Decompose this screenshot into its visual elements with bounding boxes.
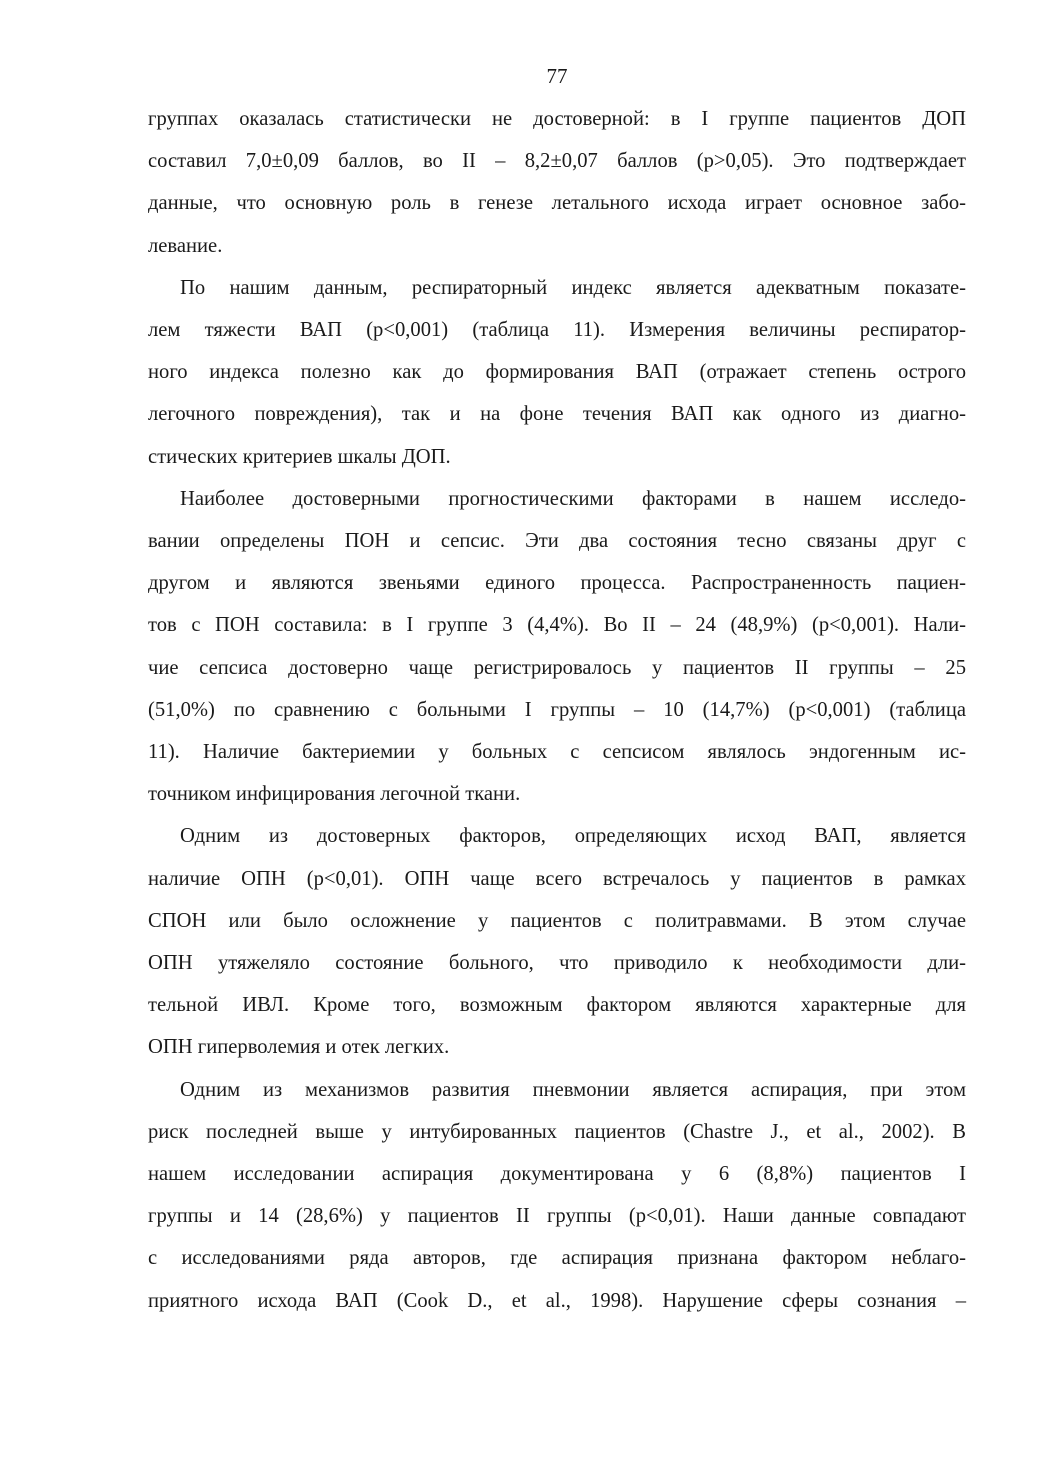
text-line: тов с ПОН составила: в I группе 3 (4,4%). Во II – 24 (48,9%) (р<0,001). Нали-: [148, 614, 966, 637]
text-line: Наиболее достоверными прогностическими факторами в нашем исследо-: [180, 487, 966, 510]
page-number: 77: [546, 64, 568, 88]
text-line: составил 7,0±0,09 баллов, во II – 8,2±0,07 баллов (р>0,05). Это подтверждает: [148, 150, 966, 173]
paragraph-2: [148, 267, 966, 478]
text-line: ОПН гиперволемия и отек легких.: [148, 1036, 450, 1059]
text-line: лем тяжести ВАП (р<0,001) (таблица 11). Измерения величины респиратор-: [148, 319, 966, 342]
text-line: Одним из механизмов развития пневмонии является аспирация, при этом: [180, 1078, 966, 1101]
text-line: (51,0%) по сравнению с больными I группы – 10 (14,7%) (р<0,001) (таблица: [148, 698, 966, 721]
paragraph-1: [148, 98, 966, 267]
text-line: ного индекса полезно как до формирования ВАП (отражает степень острого: [148, 361, 966, 384]
text-line: легочного повреждения), так и на фоне течения ВАП как одного из диагно-: [148, 403, 966, 426]
text-line: СПОН или было осложнение у пациентов с политравмами. В этом случае: [148, 909, 966, 932]
text-line: чие сепсиса достоверно чаще регистрировалось у пациентов II группы – 25: [148, 656, 966, 679]
text-line: Одним из достоверных факторов, определяющих исход ВАП, является: [180, 825, 966, 848]
text-line: стических критериев шкалы ДОП.: [148, 445, 451, 468]
text-line: другом и являются звеньями единого процесса. Распространенность пациен-: [148, 572, 966, 595]
text-line: наличие ОПН (р<0,01). ОПН чаще всего встречалось у пациентов в рамках: [148, 867, 966, 890]
text-line: риск последней выше у интубированных пациентов (Chastre J., et al., 2002). В: [148, 1120, 966, 1143]
text-line: приятного исхода ВАП (Cook D., et al., 1998). Нарушение сферы сознания –: [148, 1289, 966, 1312]
text-line: точником инфицирования легочной ткани.: [148, 783, 521, 806]
text-line: По нашим данным, респираторный индекс является адекватным показате-: [180, 276, 966, 299]
paragraph-4: [148, 815, 966, 1068]
text-line: вании определены ПОН и сепсис. Эти два состояния тесно связаны друг с: [148, 530, 966, 553]
text-line: ОПН утяжеляло состояние больного, что приводило к необходимости дли-: [148, 952, 966, 975]
text-line: с исследованиями ряда авторов, где аспирация признана фактором неблаго-: [148, 1247, 966, 1270]
paragraph-3: [148, 478, 966, 816]
text-line: тельной ИВЛ. Кроме того, возможным фактором являются характерные для: [148, 994, 966, 1017]
text-line: группах оказалась статистически не достоверной: в I группе пациентов ДОП: [148, 108, 966, 130]
text-line: 11). Наличие бактериемии у больных с сепсисом являлось эндогенным ис-: [148, 741, 966, 764]
page-body: [148, 98, 966, 1322]
text-line: группы и 14 (28,6%) у пациентов II группы (р<0,01). Наши данные совпадают: [148, 1205, 966, 1228]
paragraph-5: [148, 1069, 966, 1322]
text-line: нашем исследовании аспирация документирована у 6 (8,8%) пациентов I: [148, 1163, 966, 1186]
text-line: левание.: [148, 234, 223, 257]
text-line: данные, что основную роль в генезе летального исхода играет основное забо-: [148, 192, 966, 215]
